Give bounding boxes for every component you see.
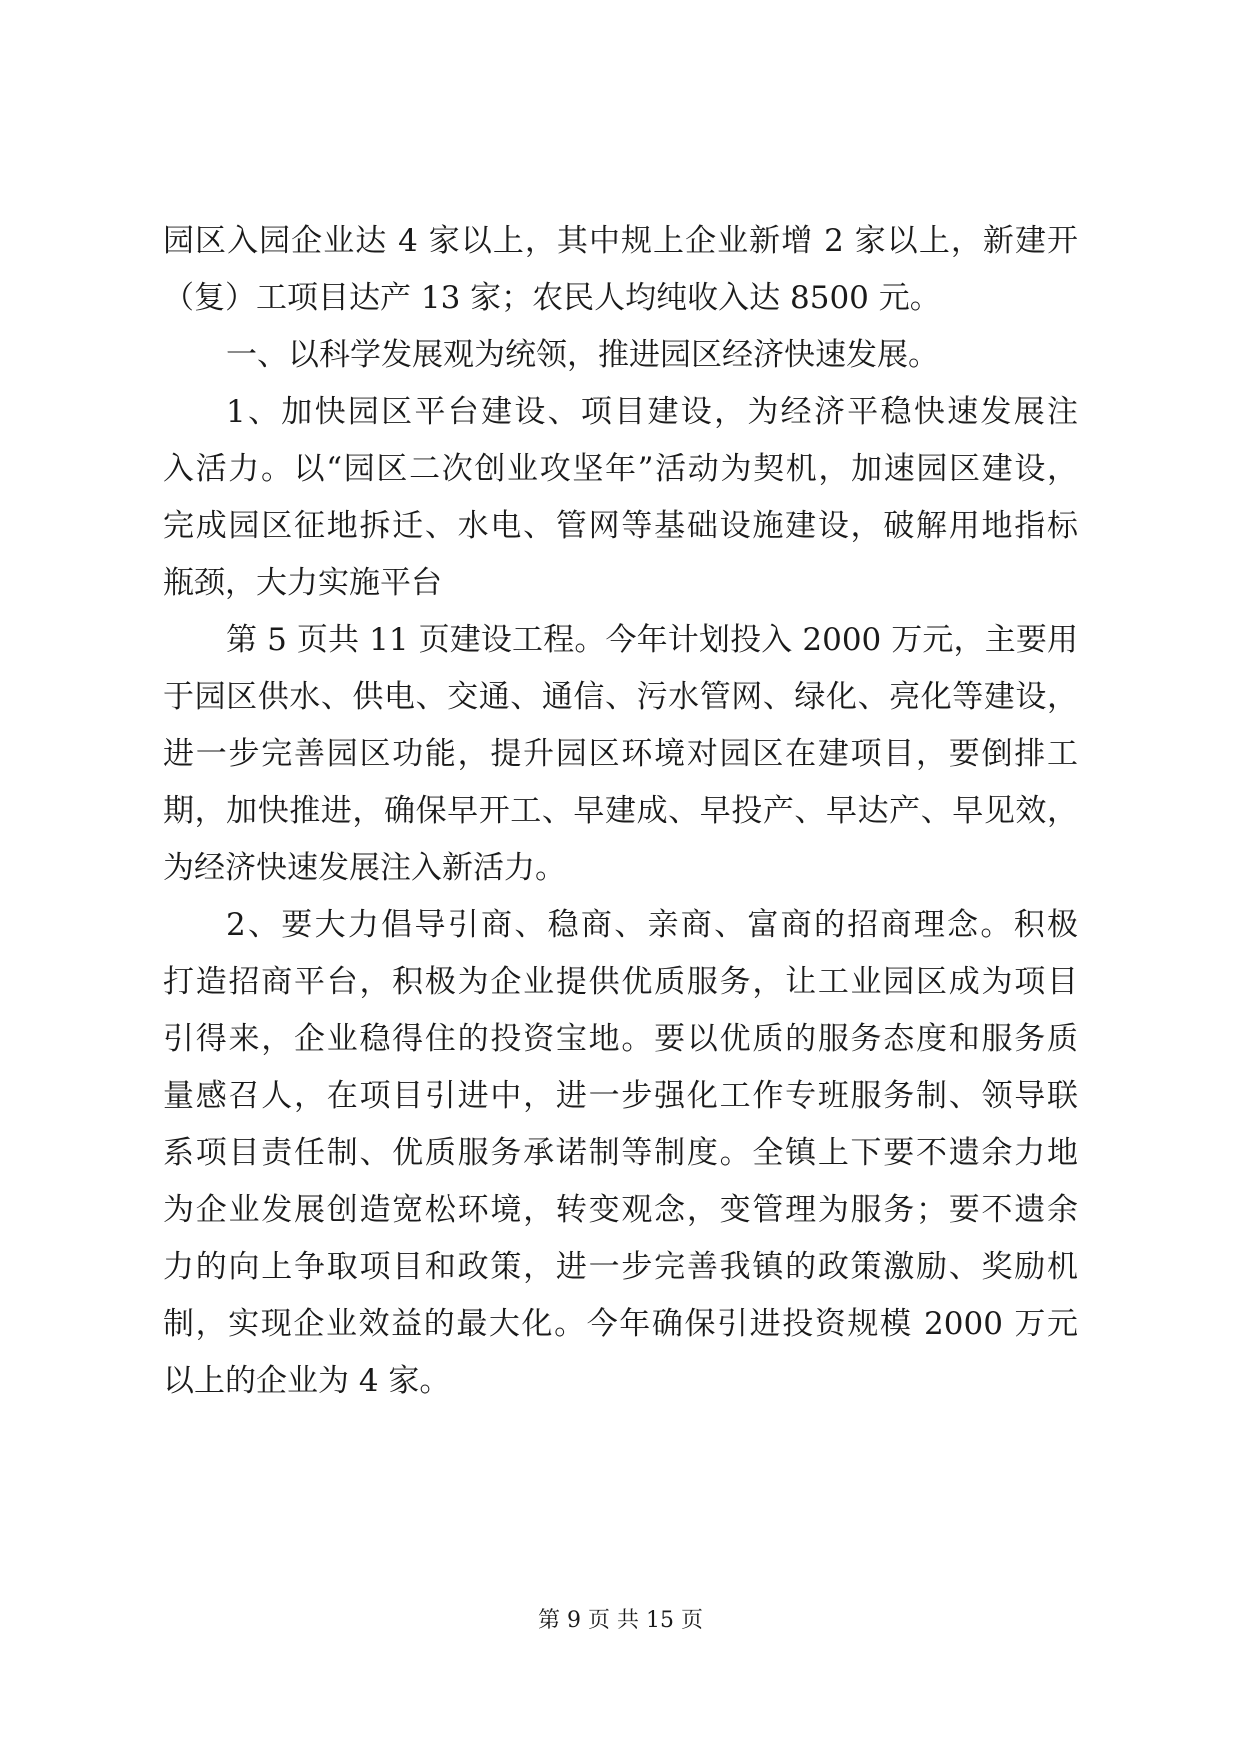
text-line: 第 5 页共 11 页建设工程。今年计划投入 2000 万元，主要用 — [226, 622, 1078, 658]
text-line: 引得来，企业稳得住的投资宝地。要以优质的服务态度和服务质 — [163, 1021, 1078, 1057]
text-line: 园区入园企业达 4 家以上，其中规上企业新增 2 家以上，新建开 — [163, 223, 1078, 259]
text-line: 量感召人，在项目引进中，进一步强化工作专班服务制、领导联 — [163, 1078, 1078, 1114]
text-line: 于园区供水、供电、交通、通信、污水管网、绿化、亮化等建设， — [163, 679, 1078, 715]
text-line: 为企业发展创造宽松环境，转变观念，变管理为服务；要不遗余 — [163, 1192, 1078, 1228]
text-line: 系项目责任制、优质服务承诺制等制度。全镇上下要不遗余力地 — [163, 1135, 1078, 1171]
text-line: 制，实现企业效益的最大化。今年确保引进投资规模 2000 万元 — [163, 1306, 1078, 1342]
text-line: 力的向上争取项目和政策，进一步完善我镇的政策激励、奖励机 — [163, 1249, 1078, 1285]
text-line: 1、加快园区平台建设、项目建设，为经济平稳快速发展注 — [226, 394, 1078, 430]
text-line: 入活力。以“园区二次创业攻坚年”活动为契机，加速园区建设， — [163, 451, 1078, 487]
text-line: 进一步完善园区功能，提升园区环境对园区在建项目，要倒排工 — [163, 736, 1078, 772]
text-line: 以上的企业为 4 家。 — [163, 1363, 451, 1399]
text-line: 瓶颈，大力实施平台 — [163, 565, 442, 601]
text-line: 2、要大力倡导引商、稳商、亲商、富商的招商理念。积极 — [226, 907, 1078, 943]
text-line: 期，加快推进，确保早开工、早建成、早投产、早达产、早见效， — [163, 793, 1078, 829]
text-line: （复）工项目达产 13 家；农民人均纯收入达 8500 元。 — [163, 280, 941, 316]
text-line: 为经济快速发展注入新活力。 — [163, 850, 566, 886]
text-line: 完成园区征地拆迁、水电、管网等基础设施建设，破解用地指标 — [163, 508, 1078, 544]
text-line: 打造招商平台，积极为企业提供优质服务，让工业园区成为项目 — [163, 964, 1078, 1000]
text-line: 一、以科学发展观为统领，推进园区经济快速发展。 — [226, 337, 939, 373]
page-footer: 第 9 页 共 15 页 — [538, 1608, 703, 1633]
